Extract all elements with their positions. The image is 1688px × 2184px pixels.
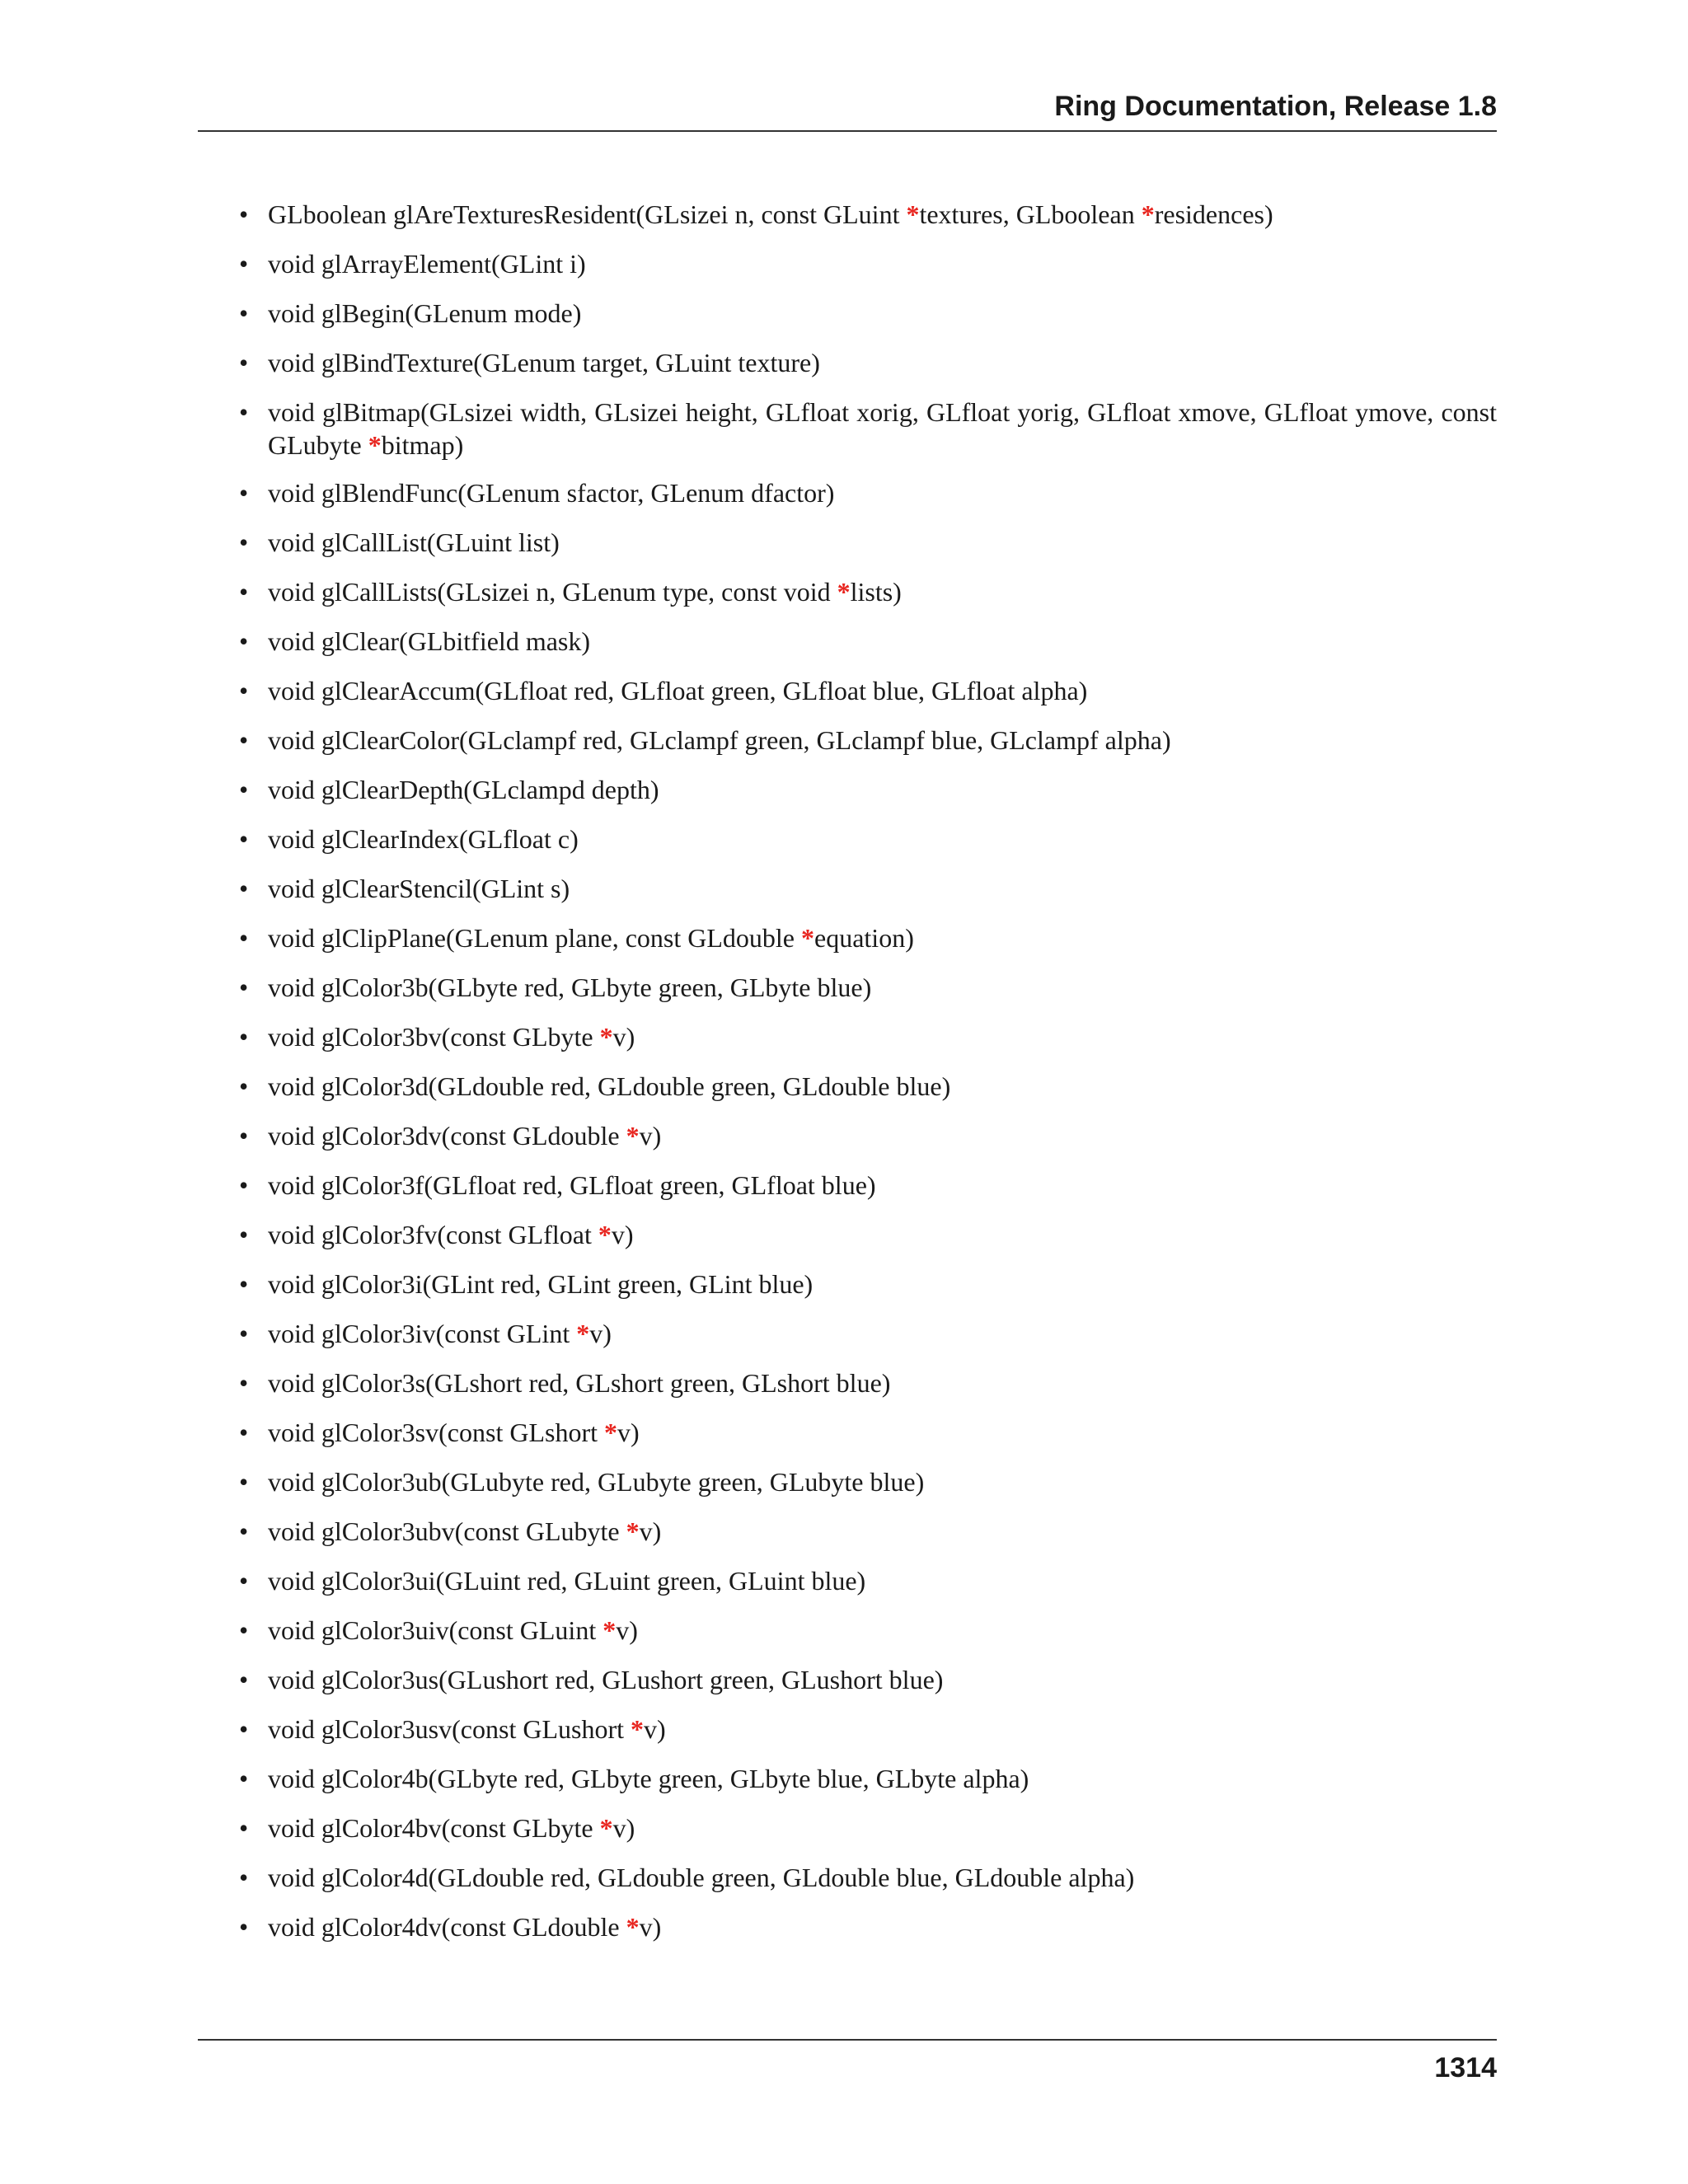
signature-text: void glBitmap(GLsizei width, GLsizei height, GLfloat xorig, GLfloat yorig, GLfloat xmove, GLfloat ymove, const GLubyte <box>268 397 1497 460</box>
signature-text: void glColor3fv(const GLfloat <box>268 1220 598 1249</box>
list-item <box>239 1713 1497 1746</box>
bullet-icon: • <box>239 626 249 656</box>
signature-text: void glCallList(GLuint list) <box>268 527 560 557</box>
signature-text: v) <box>639 1516 662 1546</box>
bullet-icon: • <box>239 199 249 229</box>
signature-text: void glColor3ubv(const GLubyte <box>268 1516 626 1546</box>
bullet-icon: • <box>239 775 249 804</box>
bullet-icon: • <box>239 1071 249 1101</box>
signature-text: void glColor3dv(const GLdouble <box>268 1121 626 1151</box>
bullet-icon: • <box>239 1220 249 1249</box>
list-item <box>239 198 1497 231</box>
pointer-star: * <box>630 1714 644 1744</box>
signature-text: v) <box>617 1418 640 1447</box>
list-item <box>239 1910 1497 1943</box>
bullet-icon: • <box>239 1170 249 1200</box>
signature-text: void glColor3ub(GLubyte red, GLubyte green, GLubyte blue) <box>268 1467 925 1497</box>
list-item <box>239 346 1497 379</box>
signature-text: void glColor3bv(const GLbyte <box>268 1022 600 1052</box>
signature-text: bitmap) <box>381 430 464 460</box>
signature-text: void glColor4bv(const GLbyte <box>268 1813 600 1843</box>
bullet-icon: • <box>239 1714 249 1744</box>
list-item <box>239 575 1497 608</box>
signature-text: v) <box>639 1121 662 1151</box>
signature-text: void glColor3i(GLint red, GLint green, GLint blue) <box>268 1269 814 1299</box>
bullet-icon: • <box>239 527 249 557</box>
list-item <box>239 1861 1497 1894</box>
list-item <box>239 1614 1497 1647</box>
pointer-star: * <box>603 1418 617 1447</box>
bullet-icon: • <box>239 478 249 508</box>
signature-text: void glColor3s(GLshort red, GLshort green, GLshort blue) <box>268 1368 891 1398</box>
document-title: Ring Documentation, Release 1.8 <box>1054 91 1497 122</box>
signature-text: void glColor3us(GLushort red, GLushort green, GLushort blue) <box>268 1665 944 1694</box>
list-item <box>239 625 1497 658</box>
pointer-star: * <box>368 430 382 460</box>
signature-text: void glColor4dv(const GLdouble <box>268 1912 626 1942</box>
pointer-star: * <box>1141 199 1155 229</box>
signature-text: void glClearDepth(GLclampd depth) <box>268 775 659 804</box>
signature-text: void glColor3uiv(const GLuint <box>268 1615 603 1645</box>
signature-text: void glColor3ui(GLuint red, GLuint green, GLuint blue) <box>268 1566 866 1596</box>
signature-text: void glClear(GLbitfield mask) <box>268 626 591 656</box>
list-item <box>239 674 1497 707</box>
list-item <box>239 1020 1497 1053</box>
pointer-star: * <box>599 1813 613 1843</box>
signature-text: v) <box>612 1022 635 1052</box>
pointer-star: * <box>906 199 920 229</box>
signature-text: void glBindTexture(GLenum target, GLuint texture) <box>268 348 820 377</box>
list-item <box>239 1564 1497 1597</box>
bullet-icon: • <box>239 1368 249 1398</box>
signature-text: void glColor4d(GLdouble red, GLdouble green, GLdouble blue, GLdouble alpha) <box>268 1863 1135 1892</box>
list-item <box>239 1366 1497 1399</box>
list-item <box>239 526 1497 559</box>
signature-text: void glArrayElement(GLint i) <box>268 249 586 279</box>
list-item <box>239 921 1497 954</box>
bullet-icon: • <box>239 725 249 755</box>
bullet-icon: • <box>239 577 249 607</box>
pointer-star: * <box>599 1022 613 1052</box>
function-list <box>239 198 1497 1960</box>
bullet-icon: • <box>239 1516 249 1546</box>
list-item <box>239 1317 1497 1350</box>
list-item <box>239 971 1497 1004</box>
signature-text: textures, GLboolean <box>919 199 1142 229</box>
bullet-icon: • <box>239 298 249 328</box>
bullet-icon: • <box>239 1764 249 1793</box>
list-item <box>239 1169 1497 1202</box>
signature-text: void glColor3usv(const GLushort <box>268 1714 631 1744</box>
list-item <box>239 476 1497 509</box>
bullet-icon: • <box>239 1813 249 1843</box>
signature-text: void glCallLists(GLsizei n, GLenum type, const void <box>268 577 837 607</box>
signature-text: void glClearStencil(GLint s) <box>268 874 570 903</box>
list-item <box>239 773 1497 806</box>
signature-text: v) <box>612 1813 635 1843</box>
signature-text: residences) <box>1154 199 1273 229</box>
bullet-icon: • <box>239 249 249 279</box>
signature-text: v) <box>616 1615 638 1645</box>
page-footer <box>198 2039 1497 2083</box>
bullet-icon: • <box>239 972 249 1002</box>
bullet-icon: • <box>239 923 249 953</box>
signature-text: void glColor3d(GLdouble red, GLdouble green, GLdouble blue) <box>268 1071 951 1101</box>
list-item <box>239 396 1497 462</box>
signature-text: void glColor3iv(const GLint <box>268 1319 577 1348</box>
bullet-icon: • <box>239 676 249 705</box>
page-header <box>198 92 1497 132</box>
list-item <box>239 1762 1497 1795</box>
signature-text: void glColor4b(GLbyte red, GLbyte green, GLbyte blue, GLbyte alpha) <box>268 1764 1029 1793</box>
list-item <box>239 823 1497 855</box>
bullet-icon: • <box>239 1615 249 1645</box>
pointer-star: * <box>576 1319 590 1348</box>
signature-text: v) <box>611 1220 634 1249</box>
bullet-icon: • <box>239 1912 249 1942</box>
signature-text: void glClearAccum(GLfloat red, GLfloat green, GLfloat blue, GLfloat alpha) <box>268 676 1088 705</box>
signature-text: equation) <box>814 923 914 953</box>
signature-text: void glBegin(GLenum mode) <box>268 298 582 328</box>
signature-text: void glBlendFunc(GLenum sfactor, GLenum dfactor) <box>268 478 835 508</box>
list-item <box>239 1218 1497 1251</box>
signature-text: void glClearIndex(GLfloat c) <box>268 824 579 854</box>
bullet-icon: • <box>239 1665 249 1694</box>
signature-text: v) <box>639 1912 662 1942</box>
bullet-icon: • <box>239 1022 249 1052</box>
pointer-star: * <box>626 1121 640 1151</box>
pointer-star: * <box>603 1615 617 1645</box>
list-item <box>239 1663 1497 1696</box>
bullet-icon: • <box>239 824 249 854</box>
bullet-icon: • <box>239 397 249 427</box>
list-item <box>239 297 1497 330</box>
list-item <box>239 724 1497 757</box>
pointer-star: * <box>626 1516 640 1546</box>
bullet-icon: • <box>239 1121 249 1151</box>
pointer-star: * <box>626 1912 640 1942</box>
bullet-icon: • <box>239 1418 249 1447</box>
signature-text: v) <box>589 1319 612 1348</box>
bullet-icon: • <box>239 348 249 377</box>
pointer-star: * <box>801 923 814 953</box>
signature-text: void glColor3sv(const GLshort <box>268 1418 604 1447</box>
signature-text: GLboolean glAreTexturesResident(GLsizei n, const GLuint <box>268 199 907 229</box>
bullet-icon: • <box>239 1863 249 1892</box>
list-item <box>239 872 1497 905</box>
bullet-icon: • <box>239 874 249 903</box>
signature-text: void glColor3b(GLbyte red, GLbyte green, GLbyte blue) <box>268 972 872 1002</box>
list-item <box>239 1416 1497 1449</box>
signature-text: void glClipPlane(GLenum plane, const GLdouble <box>268 923 801 953</box>
list-item <box>239 1465 1497 1498</box>
list-item <box>239 247 1497 280</box>
list-item <box>239 1515 1497 1548</box>
bullet-icon: • <box>239 1269 249 1299</box>
signature-text: void glClearColor(GLclampf red, GLclampf green, GLclampf blue, GLclampf alpha) <box>268 725 1171 755</box>
list-item <box>239 1268 1497 1301</box>
list-item <box>239 1811 1497 1844</box>
bullet-icon: • <box>239 1566 249 1596</box>
pointer-star: * <box>598 1220 612 1249</box>
signature-text: void glColor3f(GLfloat red, GLfloat green, GLfloat blue) <box>268 1170 876 1200</box>
list-item <box>239 1070 1497 1103</box>
page-number: 1314 <box>1434 2052 1497 2083</box>
signature-text: lists) <box>850 577 902 607</box>
signature-text: v) <box>643 1714 666 1744</box>
bullet-icon: • <box>239 1467 249 1497</box>
list-item <box>239 1119 1497 1152</box>
bullet-icon: • <box>239 1319 249 1348</box>
pointer-star: * <box>837 577 851 607</box>
